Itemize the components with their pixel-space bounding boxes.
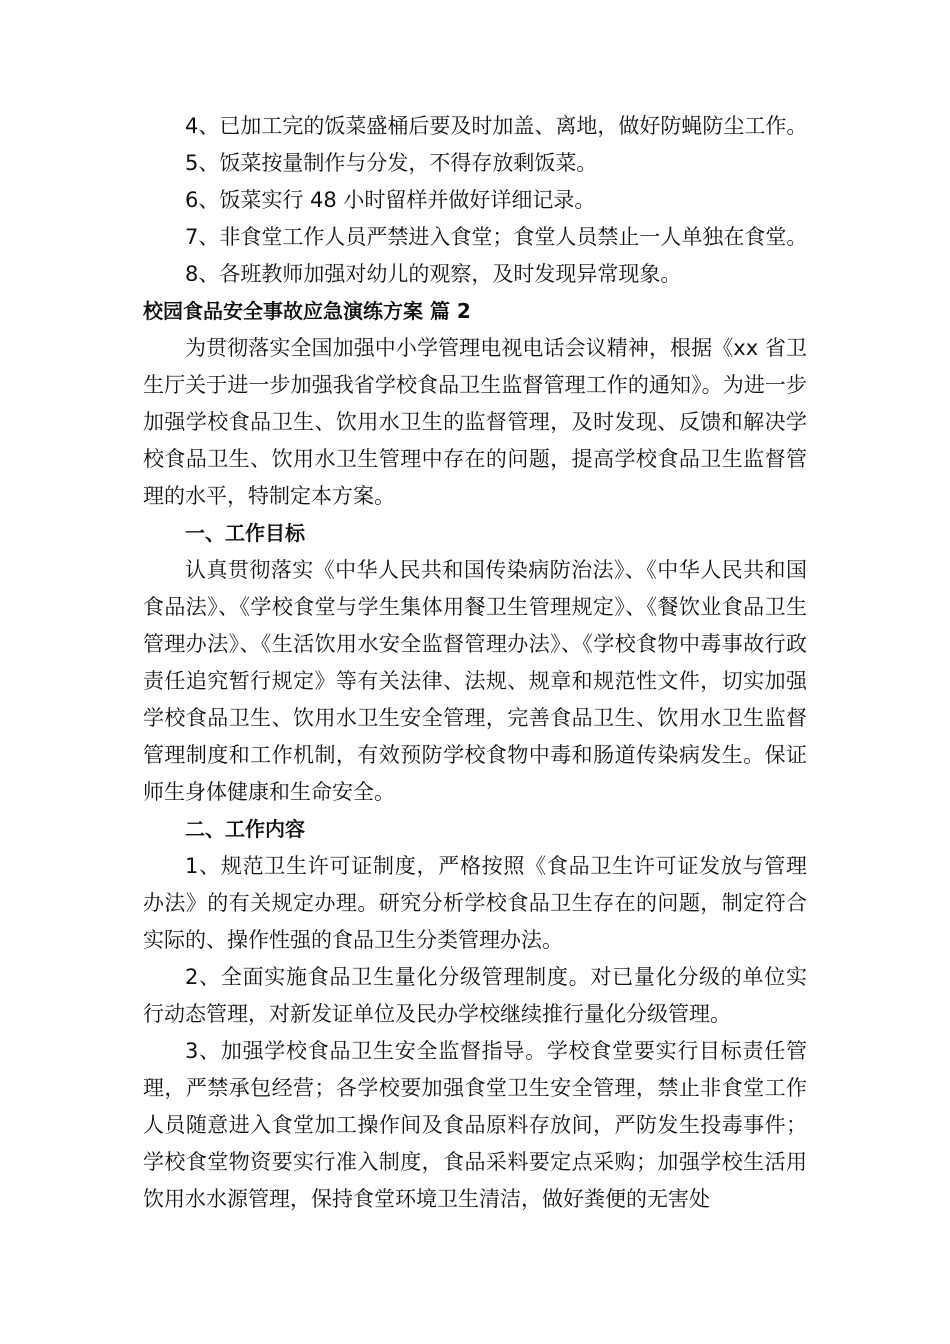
list-item: 6、饭菜实行 48 小时留样并做好详细记录。 <box>185 188 596 212</box>
content-paragraph-1: 1、规范卫生许可证制度，严格按照《食品卫生许可证发放与管理办法》的有关规定办理。研究分析学校食品卫生存在的问题，制定符合实际的、操作性强的食品卫生分类管理办法。 <box>143 854 807 952</box>
heading-work-content: 二、工作内容 <box>185 817 305 841</box>
list-item: 5、饭菜按量制作与分发，不得存放剩饭菜。 <box>185 151 598 175</box>
goal-paragraph: 认真贯彻落实《中华人民共和国传染病防治法》、《中华人民共和国食品法》、《学校食堂与学生集体用餐卫生管理规定》、《餐饮业食品卫生管理办法》、《生活饮用水安全监督管理办法》、《学校食物中毒事故行政责任追究暂行规定》等有关法律、法规、规章和规范性文件，切实加强学校食品卫生、饮用水卫生安全管理，完善食品卫生、饮用水卫生监督管理制度和工作机制，有效预防学校食物中毒和肠道传染病发生。保证师生身体健康和生命安全。 <box>143 558 807 804</box>
list-item: 7、非食堂工作人员严禁进入食堂；食堂人员禁止一人单独在食堂。 <box>185 225 808 249</box>
intro-paragraph: 为贯彻落实全国加强中小学管理电视电话会议精神，根据《xx 省卫生厅关于进一步加强我省学校食品卫生监督管理工作的通知》。为进一步加强学校食品卫生、饮用水卫生的监督管理，及时发现、反馈和解决学校食品卫生、饮用水卫生管理中存在的问题，提高学校食品卫生监督管理的水平，特制定本方案。 <box>143 336 807 508</box>
list-item: 8、各班教师加强对幼儿的观察，及时发现异常现象。 <box>185 262 682 286</box>
heading-work-goal: 一、工作目标 <box>185 521 305 545</box>
content-paragraph-2: 2、全面实施食品卫生量化分级管理制度。对已量化分级的单位实行动态管理，对新发证单位及民办学校继续推行量化分级管理。 <box>143 965 807 1026</box>
list-item: 4、已加工完的饭菜盛桶后要及时加盖、离地，做好防蝇防尘工作。 <box>185 114 808 138</box>
document-page <box>143 108 807 1218</box>
content-paragraph-3: 3、加强学校食品卫生安全监督指导。学校食堂要实行目标责任管理，严禁承包经营；各学校要加强食堂卫生安全管理，禁止非食堂工作人员随意进入食堂加工操作间及食品原料存放间，严防发生投毒事件；学校食堂物资要实行准入制度，食品采料要定点采购；加强学校生活用饮用水水源管理，保持食堂环境卫生清洁，做好粪便的无害处 <box>143 1039 807 1211</box>
section-title: 校园食品安全事故应急演练方案 篇 2 <box>143 299 471 323</box>
